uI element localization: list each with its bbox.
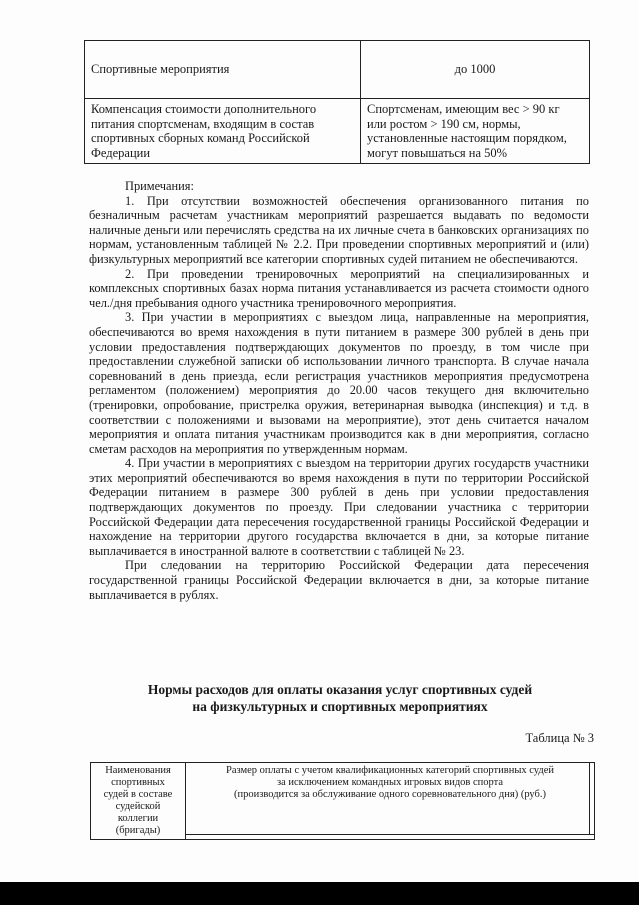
- scan-bottom-edge: [0, 882, 639, 905]
- header-line: Размер оплаты с учетом квалификационных категорий спортивных судей: [226, 765, 554, 776]
- header-line: спортивных: [111, 777, 165, 788]
- note-paragraph-1: 1. При отсутствии возможностей обеспечения организованного питания по безналичным расчетам участникам мероприятий разрешается выдавать по ведомости наличные деньги или перечислять средства на их личные счета в банковских организациях по нормам, установленным таблицей № 2.2. При проведении спортивных мероприятий и (или) физкультурных мероприятий все категории спортивных судей питанием не обеспечиваются.: [89, 193, 589, 266]
- header-line: (бригады): [115, 825, 161, 836]
- note-paragraph-4: 4. При участии в мероприятиях с выездом на территории других государств участники этих мероприятий обеспечиваются во время нахождения в пути по территории Российской Федерации питанием в размере 300 рублей в день при условии предоставления подтверждающих документов по проезду. При следовании участника с территории Российской Федерации дата пересечения государственной границы Российской Федерации и нахождение на территории другого государства включается в дни, за которые питание выплачивается в иностранной валюте в соответствии с таблицей № 23.: [89, 456, 589, 558]
- nutrition-norms-table: [84, 40, 590, 164]
- cell-line: Компенсация стоимости дополнительного: [91, 102, 317, 116]
- header-line: коллегии: [117, 813, 159, 824]
- header-line: судейской: [115, 801, 161, 812]
- table-inner-border: [589, 763, 590, 835]
- section-heading: [80, 681, 600, 715]
- cell-line: или ростом > 190 см, нормы,: [367, 116, 521, 131]
- heading-line-2: на физкультурных и спортивных мероприятиях: [192, 699, 488, 714]
- table-inner-border: [186, 834, 594, 835]
- header-line: за исключением командных игровых видов спорта: [276, 777, 504, 788]
- cell-line: спортивных сборных команд Российской: [91, 131, 310, 145]
- note-paragraph-2: 2. При проведении тренировочных мероприятий на специализированных и комплексных спортивных базах норма питания устанавливается из расчета стоимости одного чел./дня пребывания одного участника тренировочного мероприятия.: [89, 266, 589, 310]
- note-paragraph-5: При следовании на территорию Российской Федерации дата пересечения государственной границы Российской Федерации включается в дни, за которые питание выплачивается в рублях.: [89, 558, 589, 602]
- referee-payment-table: [90, 762, 595, 840]
- table-header-payment-size: [186, 763, 594, 839]
- notes-section: [89, 179, 589, 602]
- table-cell-value: до 1000: [454, 62, 496, 77]
- cell-line: питания спортсменам, входящим в состав: [91, 116, 315, 131]
- cell-line: Федерации: [91, 145, 151, 160]
- cell-line: Спортсменам, имеющим вес > 90 кг: [367, 102, 560, 116]
- header-line: судей в составе: [103, 789, 173, 800]
- notes-header: Примечания:: [125, 179, 194, 193]
- cell-line: могут повышаться на 50%: [367, 145, 508, 160]
- table-label: Таблица № 3: [525, 731, 594, 745]
- table-row: [85, 98, 589, 163]
- table-header-referee-names: [91, 763, 186, 839]
- table-cell-name: [85, 99, 361, 163]
- table-row: [85, 41, 589, 98]
- heading-line-1: Нормы расходов для оплаты оказания услуг спортивных судей: [147, 682, 533, 697]
- header-line: (производится за обслуживание одного соревновательного дня) (руб.): [233, 789, 547, 800]
- table-cell-value: [361, 99, 589, 163]
- note-paragraph-3: 3. При участии в мероприятиях с выездом лица, направленные на мероприятия, обеспечиваются во время нахождения в пути питанием в размере 300 рублей в день при условии предоставления подтверждающих документов по проезду, в том числе при предоставлении служебной записки об использовании личного транспорта. В случае начала соревнований в день приезда, если регистрация участников мероприятия предусмотрена регламентом (положением) мероприятия до 20.00 часов текущего дня включительно (тренировки, опробование, пристрелка оружия, ветеринарная выводка (инспекция) и т.д. в соответствии с положениями и вызовами на мероприятие), этот день считается началом мероприятия и оплата питания участникам производится как в дни мероприятия, согласно сметам расходов на мероприятия по утвержденным нормам.: [89, 310, 589, 456]
- header-line: Наименования: [105, 765, 171, 776]
- table-cell-name: Спортивные мероприятия: [85, 41, 361, 98]
- cell-line: установленные настоящим порядком,: [367, 131, 567, 145]
